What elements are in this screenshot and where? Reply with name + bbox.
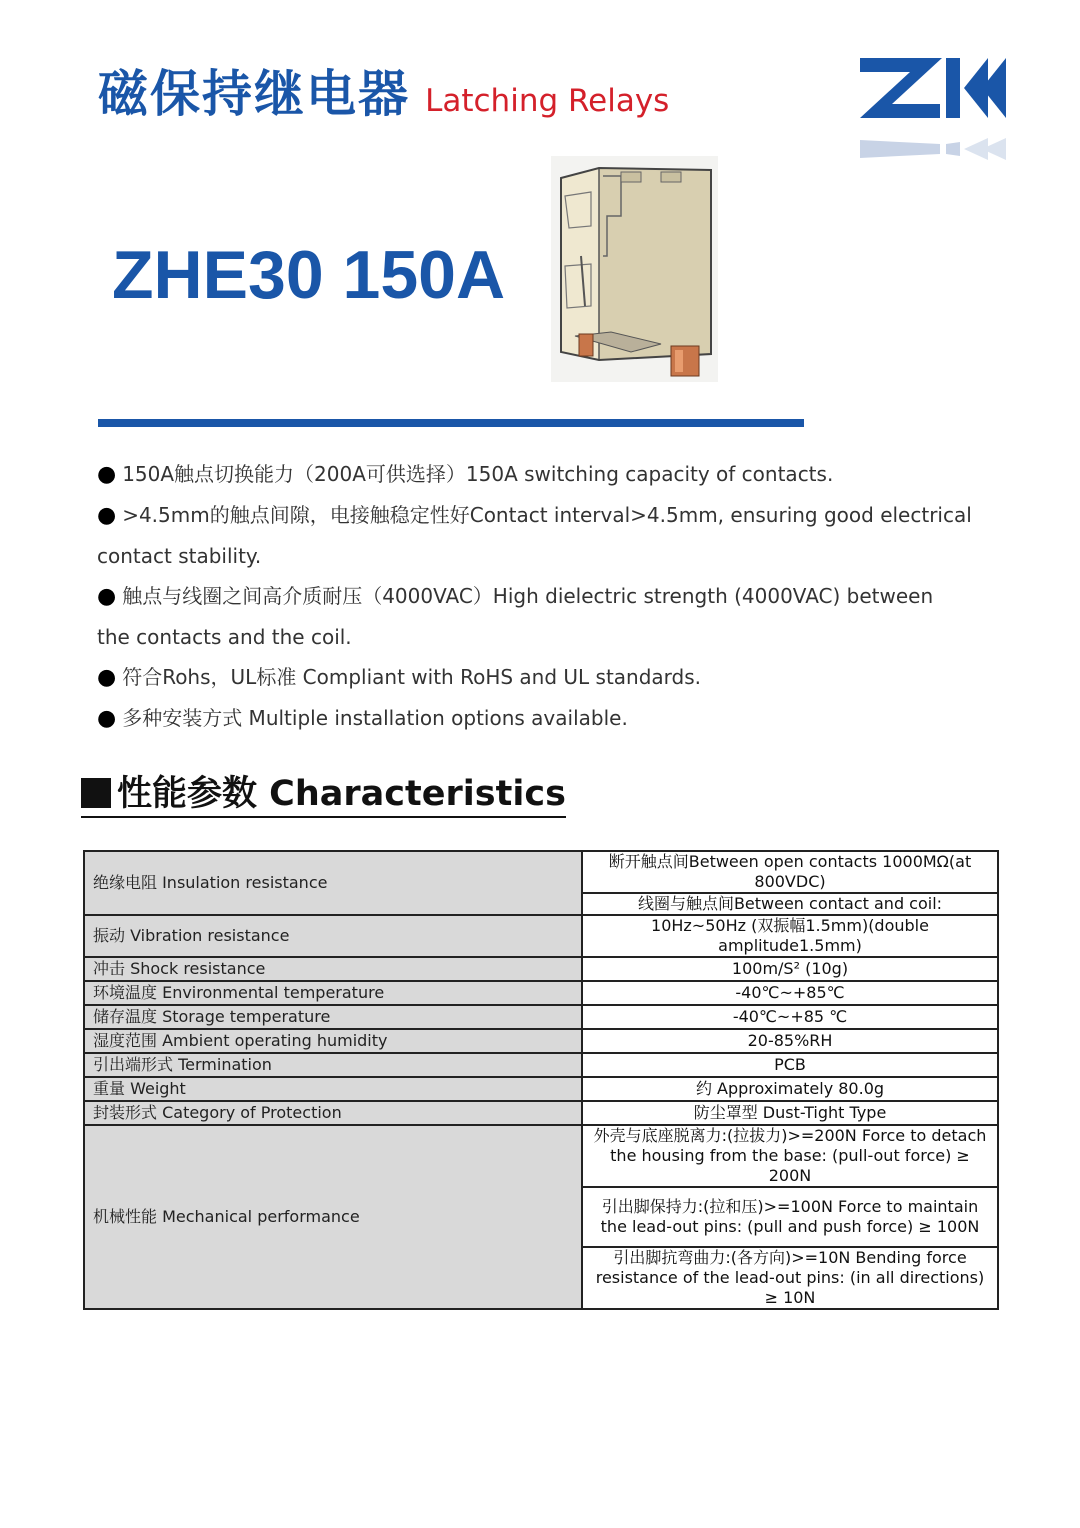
table-label: 机械性能 Mechanical performance <box>84 1125 582 1309</box>
table-value: -40℃~+85 ℃ <box>582 1005 998 1029</box>
table-value: 20-85%RH <box>582 1029 998 1053</box>
page-header-title <box>98 54 669 126</box>
feature-item <box>97 657 997 698</box>
bullet-icon: ● <box>97 706 117 731</box>
feature-item <box>97 495 997 536</box>
zk-logo-icon <box>860 58 1006 162</box>
table-row <box>84 915 998 957</box>
table-value: 引出脚保持力:(拉和压)>=100N Force to maintain the lead-out pins: (pull and push force) ≥ 100N <box>582 1187 998 1247</box>
table-row <box>84 851 998 893</box>
table-value: 断开触点间Between open contacts 1000MΩ(at 800VDC) <box>582 851 998 893</box>
feature-continuation: contact stability. <box>97 544 262 568</box>
section-heading-text: 性能参数 Characteristics <box>117 774 566 814</box>
feature-text: >4.5mm的触点间隙，电接触稳定性好Contact interval>4.5mm, ensuring good electrical <box>122 503 972 527</box>
feature-text: 触点与线圈之间高介质耐压（4000VAC）High dielectric strength (4000VAC) between <box>122 584 934 608</box>
relay-product-image <box>551 156 718 382</box>
characteristics-table <box>83 850 999 1310</box>
bullet-icon: ● <box>97 462 117 487</box>
table-row <box>84 1053 998 1077</box>
table-label: 重量 Weight <box>84 1077 582 1101</box>
table-value: 防尘罩型 Dust-Tight Type <box>582 1101 998 1125</box>
section-heading <box>81 772 566 818</box>
bullet-icon: ● <box>97 584 117 609</box>
table-label: 绝缘电阻 Insulation resistance <box>84 851 582 915</box>
table-row <box>84 981 998 1005</box>
table-label: 湿度范围 Ambient operating humidity <box>84 1029 582 1053</box>
table-label: 冲击 Shock resistance <box>84 957 582 981</box>
square-bullet-icon <box>81 778 111 808</box>
table-value: 约 Approximately 80.0g <box>582 1077 998 1101</box>
feature-list <box>97 454 997 739</box>
blue-divider-rule <box>98 419 804 427</box>
title-english: Latching Relays <box>425 83 670 119</box>
table-row <box>84 1005 998 1029</box>
table-row <box>84 1029 998 1053</box>
feature-continuation: the contacts and the coil. <box>97 625 352 649</box>
table-value: -40℃~+85℃ <box>582 981 998 1005</box>
table-label: 振动 Vibration resistance <box>84 915 582 957</box>
bullet-icon: ● <box>97 665 117 690</box>
model-number: ZHE30 150A <box>112 237 506 313</box>
table-label: 环境温度 Environmental temperature <box>84 981 582 1005</box>
table-label: 引出端形式 Termination <box>84 1053 582 1077</box>
feature-text: 多种安装方式 Multiple installation options available. <box>122 706 628 730</box>
feature-text: 符合Rohs，UL标准 Compliant with RoHS and UL standards. <box>122 665 702 689</box>
table-value: 100m/S² (10g) <box>582 957 998 981</box>
table-row <box>84 957 998 981</box>
feature-item <box>97 454 997 495</box>
table-value: 10Hz~50Hz (双振幅1.5mm)(double amplitude1.5mm) <box>582 915 998 957</box>
feature-item <box>97 576 997 617</box>
feature-item <box>97 698 997 739</box>
table-row <box>84 1125 998 1187</box>
table-value: 引出脚抗弯曲力:(各方向)>=10N Bending force resistance of the lead-out pins: (in all directions) ≥ 10N <box>582 1247 998 1309</box>
table-value: 线圈与触点间Between contact and coil: <box>582 893 998 915</box>
table-value: PCB <box>582 1053 998 1077</box>
table-label: 封装形式 Category of Protection <box>84 1101 582 1125</box>
title-chinese: 磁保持继电器 <box>98 65 410 123</box>
table-label: 储存温度 Storage temperature <box>84 1005 582 1029</box>
bullet-icon: ● <box>97 503 117 528</box>
table-row <box>84 1101 998 1125</box>
table-row <box>84 1077 998 1101</box>
feature-text: 150A触点切换能力（200A可供选择）150A switching capacity of contacts. <box>122 462 834 486</box>
table-value: 外壳与底座脱离力:(拉拔力)>=200N Force to detach the housing from the base: (pull-out force) ≥ 200N <box>582 1125 998 1187</box>
